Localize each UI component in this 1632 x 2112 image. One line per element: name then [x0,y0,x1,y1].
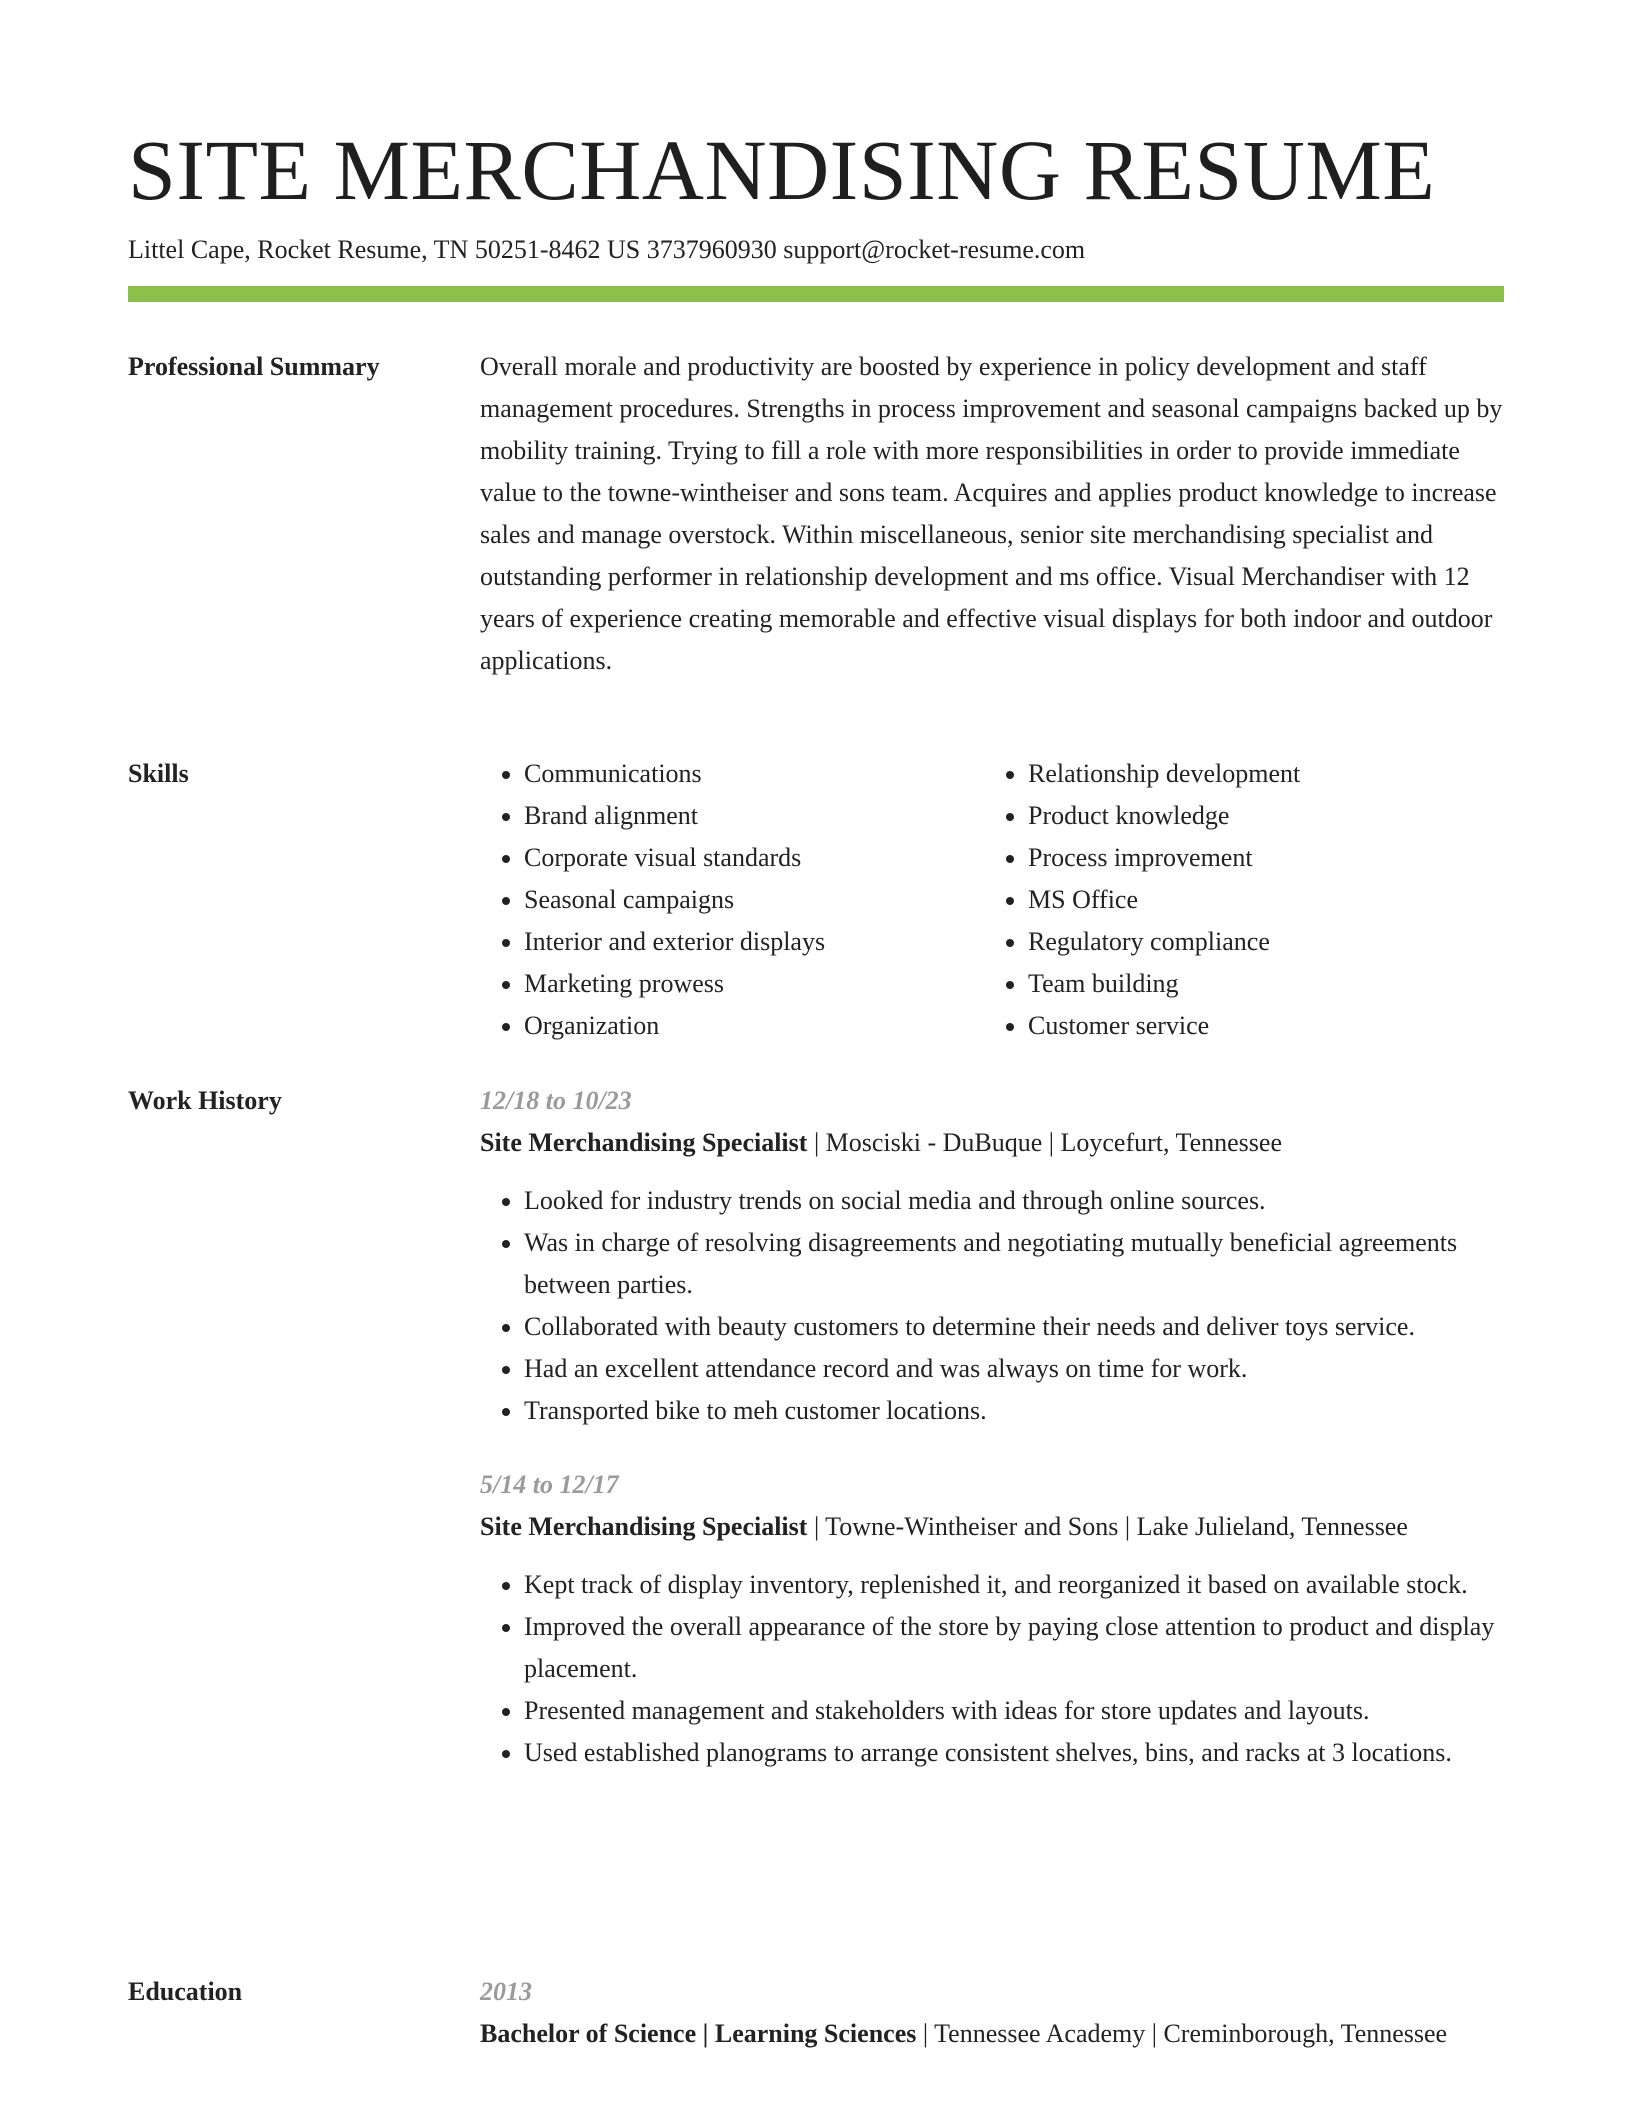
skills-heading: Skills [128,759,189,788]
summary-heading: Professional Summary [128,352,380,381]
resume-title: SITE MERCHANDISING RESUME [128,122,1436,218]
skill-item: • MS Office [1028,879,1488,921]
skills-list-left [480,753,984,1047]
education-year: 2013 [480,1977,532,2006]
skill-item: • Interior and exterior displays [524,921,984,963]
job-title-line [480,1122,1504,1164]
contact-line: Littel Cape, Rocket Resume, TN 50251-8462 US 3737960930 support@rocket-resume.com [128,235,1086,264]
skill-item: • Customer service [1028,1005,1488,1047]
job-bullet: • Transported bike to meh customer locations. [524,1390,1504,1432]
job-entry [480,1080,1504,1432]
job-bullet: • Had an excellent attendance record and was always on time for work. [524,1348,1504,1390]
job-bullet: • Looked for industry trends on social media and through online sources. [524,1180,1504,1222]
job-bullet: • Presented management and stakeholders with ideas for store updates and layouts. [524,1690,1504,1732]
job-bullet: • Improved the overall appearance of the store by paying close attention to product and display placement. [524,1606,1504,1690]
job-bullets [480,1564,1504,1774]
job-company-location: | Towne-Wintheiser and Sons | Lake Julieland, Tennessee [807,1512,1408,1541]
job-company-location: | Mosciski - DuBuque | Loycefurt, Tennessee [807,1128,1283,1157]
skill-item: • Team building [1028,963,1488,1005]
skill-item: • Organization [524,1005,984,1047]
job-role: Site Merchandising Specialist [480,1128,808,1157]
job-bullet: • Kept track of display inventory, replenished it, and reorganized it based on available stock. [524,1564,1504,1606]
skills-list-right [984,753,1488,1047]
skill-item: • Product knowledge [1028,795,1488,837]
job-dates: 12/18 to 10/23 [480,1086,632,1115]
job-entry [480,1464,1504,1774]
skill-item: • Regulatory compliance [1028,921,1488,963]
skill-item: • Brand alignment [524,795,984,837]
skill-item: • Corporate visual standards [524,837,984,879]
skill-item: • Process improvement [1028,837,1488,879]
job-bullet: • Was in charge of resolving disagreements and negotiating mutually beneficial agreements between parties. [524,1222,1504,1306]
skill-item: • Communications [524,753,984,795]
summary-text: Overall morale and productivity are boosted by experience in policy development and staff management procedures. Strengths in process improvement and seasonal campaigns backed up by mobility training. Trying to fill a role with more responsibilities in order to provide immediate value to the towne-wintheiser and sons team. Acquires and applies product knowledge to increase sales and manage overstock. Within miscellaneous, senior site merchandising specialist and outstanding performer in relationship development and ms office. Visual Merchandiser with 12 years of experience creating memorable and effective visual displays for both indoor and outdoor applications. [480,352,1503,675]
education-heading: Education [128,1977,243,2006]
skill-item: • Marketing prowess [524,963,984,1005]
work-history-heading: Work History [128,1086,282,1115]
job-title-line [480,1506,1504,1548]
accent-divider [128,286,1504,302]
job-dates: 5/14 to 12/17 [480,1470,619,1499]
job-role: Site Merchandising Specialist [480,1512,808,1541]
skill-item: • Relationship development [1028,753,1488,795]
education-degree: Bachelor of Science | Learning Sciences [480,2019,917,2048]
skill-item: • Seasonal campaigns [524,879,984,921]
job-bullets [480,1180,1504,1432]
education-degree-line [480,2013,1504,2055]
job-bullet: • Collaborated with beauty customers to determine their needs and deliver toys service. [524,1306,1504,1348]
education-school-location: | Tennessee Academy | Creminborough, Tennessee [916,2019,1448,2048]
job-bullet: • Used established planograms to arrange consistent shelves, bins, and racks at 3 locations. [524,1732,1504,1774]
